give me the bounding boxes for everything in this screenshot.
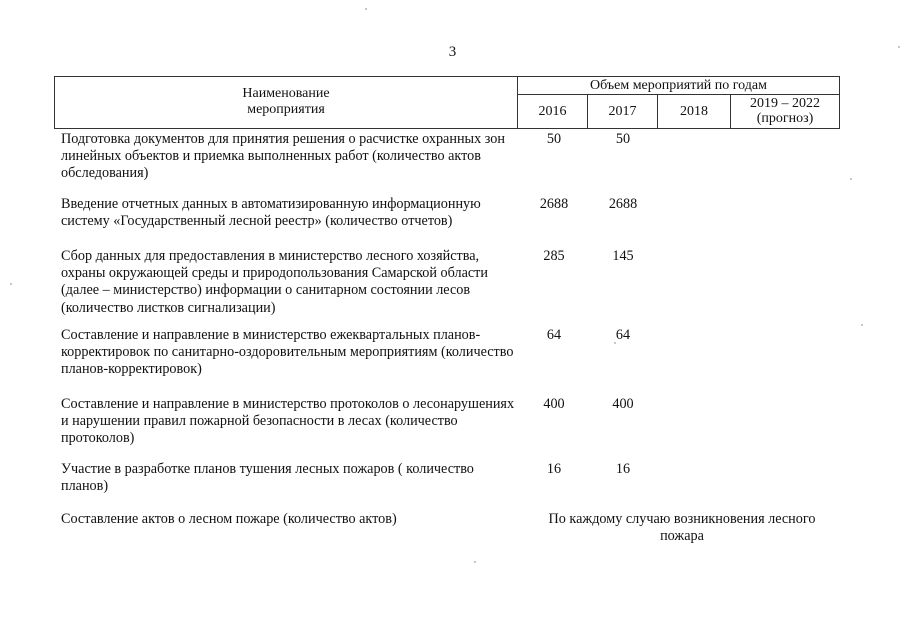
scan-speck (898, 46, 900, 48)
per-case-note-line-2: пожара (660, 528, 704, 545)
scan-speck (614, 342, 616, 344)
header-forecast-label: (прогноз) (756, 111, 814, 126)
per-case-note-line-1: По каждому случаю возникновения лесного (548, 511, 816, 527)
page-number: 3 (448, 44, 457, 60)
header-activity-name-line-2: мероприятия (247, 102, 325, 117)
header-year-2017: 2017 (588, 95, 658, 128)
header-year-2018: 2018 (658, 95, 731, 128)
activity-name: Введение отчетных данных в автоматизированную информационную систему «Государственный лесной реестр» (количество отчетов) (61, 196, 481, 230)
header-year-2016: 2016 (518, 95, 588, 128)
value-2016: 2688 (539, 196, 569, 212)
table-header (54, 76, 840, 129)
scan-speck (10, 283, 12, 285)
activity-name: Подготовка документов для принятия решения о расчистке охранных зон линейных объектов и приемка выполненных работ (количество актов обследования) (61, 131, 505, 182)
value-2016: 285 (543, 248, 565, 264)
activity-name: Составление актов о лесном пожаре (количество актов) (61, 511, 397, 527)
scan-speck (861, 324, 863, 326)
value-2017: 50 (615, 131, 631, 147)
activity-name: Составление и направление в министерство протоколов о лесонарушениях и нарушении правил пожарной безопасности в лесах (количество протоколов) (61, 396, 515, 447)
scan-speck (365, 8, 367, 10)
header-year-range: 2019 – 2022 (750, 96, 820, 111)
header-activity-name-line-1: Наименование (242, 86, 330, 101)
header-activity-name (55, 77, 518, 128)
scan-speck (850, 178, 852, 180)
value-2016: 64 (546, 327, 562, 343)
value-2017: 400 (612, 396, 634, 412)
value-2017: 16 (615, 461, 631, 477)
activity-name: Участие в разработке планов тушения лесных пожаров ( количество планов) (61, 461, 474, 495)
activity-name: Сбор данных для предоставления в министерство лесного хозяйства, охраны окружающей среды и природопользования Самарской области (далее – министерство) информации о санитарном состоянии лесов (количество листков сигнализации) (61, 248, 488, 316)
value-2016: 400 (543, 396, 565, 412)
value-2016: 50 (546, 131, 562, 147)
value-2017: 2688 (608, 196, 638, 212)
header-year-2019-2022 (731, 95, 839, 128)
header-volume-caption: Объем мероприятий по годам (518, 77, 839, 95)
activity-name: Составление и направление в министерство ежеквартальных планов-корректировок по санитарно-оздоровительным мероприятиям (количество планов-корректировок) (61, 327, 514, 378)
value-2017: 145 (612, 248, 634, 264)
scan-speck (474, 561, 476, 563)
value-2016: 16 (546, 461, 562, 477)
value-2017: 64 (615, 327, 631, 343)
per-case-note (523, 511, 841, 545)
